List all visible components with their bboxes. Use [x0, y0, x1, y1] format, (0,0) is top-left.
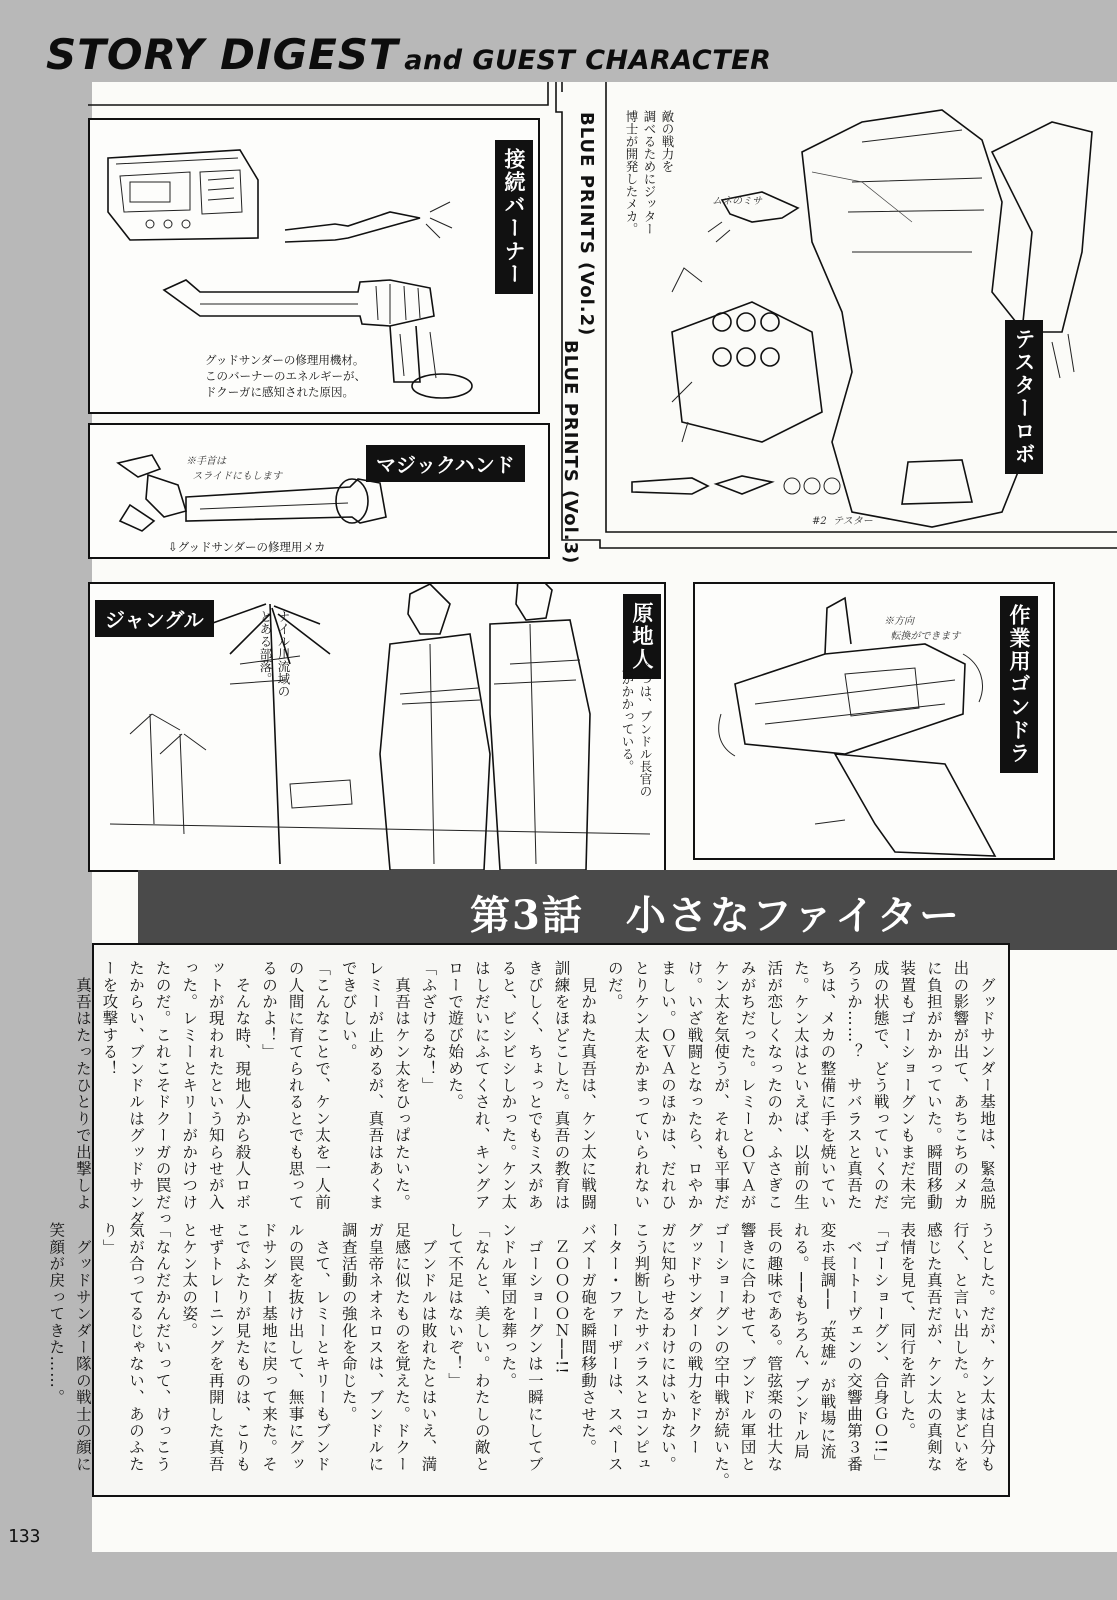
note-natives: じつは、ブンドル長官の 息がかかっている。 [620, 660, 653, 798]
blueprints-vol3-label: BLUE PRINTS (Vol.3) [560, 340, 581, 565]
label-burner: 接続バーナー [495, 140, 533, 294]
page-number: 133 [8, 1526, 41, 1547]
blueprints-vol2-label: BLUE PRINTS (Vol.2) [576, 112, 597, 337]
note-jungle: ナイル川流域の とある部落。 [258, 610, 291, 698]
note-magic-hand: ⇩グッドサンダーの修理用メカ [168, 540, 326, 554]
handnote-tester-1: ムネのミサ [712, 196, 762, 207]
handnote-magic-hand: ※手首は スライドにもします [186, 456, 283, 482]
story-right-column: グッドサンダー基地は、緊急脱 出の影響が出て、あちこちのメカ に負担がかかっていた。瞬間移動 装置もゴーショーグンもまだ未完 成の状態で、どう戦っていくのだ ろうか……？ サバラスと真吾た ちは、メカの整備に手を焼いてい た。ケン太はといえば、以前の生 活が恋しくなったのか、ふさぎこ みがちだった。レミーとＯＶＡが ケン太を気使うが、それも平事だ け。いざ戦闘となったら、ロやか ましい。ＯＶＡのほかは、だれひ とりケン太をかまっていられない のだ。 見かねた真吾は、ケン太に戦闘 訓練をほどこした。真吾の教育は きびしく、ちょっとでもミスがあ ると、ビシビシしかった。ケン太 はしだいにふてくされ、キングア ローで遊び始めた。 「ふざけるな！」 真吾はケン太をひっぱたいた。 レミーが止めるが、真吾はあくま できびしい。 「こんなことで、ケン太を一人前 の人間に育てられるとでも思って るのかよ！」 そんな時、現地人から殺人ロボ ットが現われたという知らせが入 った。レミーとキリーがかけつけ たのだ。これこそドクーガの罠だっ たからい、ブンドルはグッドサンダ ーを攻撃する！ 真吾はたったひとりで出撃しよ [73, 960, 996, 1228]
label-gondola: 作業用ゴンドラ [1000, 596, 1038, 773]
story-left-column: うとした。だが、ケン太は自分も 行く、と言い出した。とまどいを 感じた真吾だが、ケン太の真剣な 表情を見て、同行を許した。 「ゴーショーグン、合身ＧＯ!!」 ベートーヴェンの交響曲第３番 変ホ長調──〝英雄〟が戦場に流 れる。──もちろん、ブンドル局 長の趣味である。管弦楽の壮大な 響きに合わせて、ブンドル軍団と ゴーショーグンの空中戦が続いた。 グッドサンダーの戦力をドクー ガに知らせるわけにはいかない。 こう判断したサバラスとコンピュ ーター・ファーザーは、スペース バズーガ砲を瞬間移動させた。 ＺＯＯＯＯＮ──!! ゴーショーグンは一瞬にしてブ ンドル軍団を葬った。 「なんと、美しい。わたしの敵と して不足はないぞ！」 ブンドルは敗れたとはいえ、満 足感に似たものを覚えた。ドクー ガ皇帝ネオネロスは、ブンドルに 調査活動の強化を命じた。 さて、レミーとキリーもブンド ルの罠を抜け出して、無事にグッ ドサンダー基地に戻って来た。そ こでふたりが見たものは、こりも せずトレーニングを再開した真吾 とケン太の姿。 「なんだかんだいって、けっこう 気が合ってるじゃない、あのふた り」 グッドサンダー隊の戦士の顔に 笑顔が戻ってきた……。 [47, 1222, 996, 1490]
note-burner: グッドサンダーの修理用機材。 このバーナーのエネルギーが、 ドクーガに感知された原因。 [205, 353, 366, 399]
header-subtitle: and GUEST CHARACTER [404, 45, 772, 76]
label-jungle: ジャングル [95, 600, 214, 637]
label-tester-robo: テスターロボ [1005, 320, 1043, 474]
handnote-gondola: ※方向 転換ができます [884, 616, 961, 642]
label-natives: 原地人 [623, 594, 661, 679]
handnote-tester-2: #2 テスター [812, 516, 873, 527]
header-title: STORY DIGEST [46, 30, 399, 79]
episode-title: 第3話 小さなファイター [470, 892, 962, 939]
note-tester-robo: 敵の戦力を 調べるためにジッター 博士が開発したメカ。 [624, 110, 675, 235]
label-magic-hand: マジックハンド [366, 445, 525, 482]
